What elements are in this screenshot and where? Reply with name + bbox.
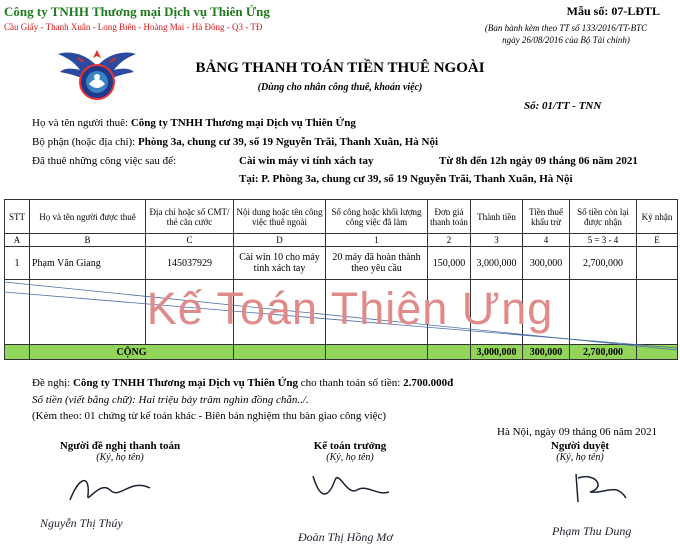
- request-label: Đề nghị:: [32, 377, 71, 389]
- jobs-place: Tại: P. Phòng 3a, chung cư 39, số 19 Nguyễn Trãi, Thanh Xuân, Hà Nội: [239, 173, 573, 185]
- code-cell: 1: [326, 234, 428, 247]
- total-tax: 300,000: [523, 345, 570, 360]
- dept-line: [32, 136, 438, 148]
- request-mid: cho thanh toán số tiền:: [300, 377, 401, 389]
- page-subtitle: (Dùng cho nhân công thuê, khoán việc): [257, 82, 423, 93]
- row-tax: 300,000: [523, 247, 570, 280]
- header-unit-price: Đơn giá thanh toán: [428, 200, 471, 234]
- branch-addresses: Cầu Giấy - Thanh Xuân - Long Biên - Hoàng Mai - Hà Đông - Q3 - TĐ: [4, 22, 263, 32]
- words-label: Số tiền (viết bằng chữ):: [32, 394, 136, 406]
- row-name: Phạm Văn Giang: [30, 247, 146, 280]
- table-header-row: [5, 200, 678, 234]
- header-tax: Tiền thuế khấu trừ: [523, 200, 570, 234]
- renter-label: Họ và tên người thuê:: [32, 117, 129, 129]
- signature-block-accountant: [280, 440, 420, 463]
- total-label: CỘNG: [30, 345, 234, 360]
- attached-docs: (Kèm theo: 01 chứng từ kế toán khác - Biên bản nghiệm thu bàn giao công việc): [32, 410, 387, 422]
- watermark-text: Kế Toán Thiên Ưng: [146, 283, 554, 334]
- signature-sub: (Ký, họ tên): [326, 452, 374, 463]
- eagle-logo-icon: [56, 44, 138, 106]
- handwritten-name-2: Đoàn Thị Hồng Mơ: [298, 530, 393, 544]
- code-cell: E: [637, 234, 678, 247]
- jobs-time: Từ 8h đến 12h ngày 09 tháng 06 năm 2021: [439, 155, 638, 167]
- decree-note: [456, 22, 676, 46]
- row-unit-price: 150,000: [428, 247, 471, 280]
- jobs-value: Cài win máy vi tính xách tay: [239, 155, 374, 167]
- code-cell: 2: [428, 234, 471, 247]
- code-cell: 4: [523, 234, 570, 247]
- decree-line-1: (Ban hành kèm theo TT số 133/2016/TT-BTC: [484, 23, 648, 33]
- jobs-label: Đã thuê những công việc sau để:: [32, 155, 177, 167]
- signature-title: Kế toán trưởng: [313, 440, 387, 452]
- total-remaining: 2,700,000: [570, 345, 637, 360]
- header-volume: Số công hoặc khối lượng công việc đã làm: [326, 200, 428, 234]
- form-number: Mẫu số: 07-LĐTL: [566, 4, 660, 18]
- signature-scribble-2: [305, 466, 395, 510]
- code-cell: A: [5, 234, 30, 247]
- code-cell: C: [146, 234, 234, 247]
- row-amount: 3,000,000: [471, 247, 523, 280]
- header-name: Họ và tên người được thuê: [30, 200, 146, 234]
- signature-sub: (Ký, họ tên): [556, 452, 604, 463]
- code-cell: D: [234, 234, 326, 247]
- row-content: Cài win 10 cho máy tính xách tay: [234, 247, 326, 280]
- handwritten-name-1: Nguyễn Thị Thúy: [40, 516, 123, 530]
- table-code-row: [5, 234, 678, 247]
- request-amount: 2.700.000đ: [403, 377, 454, 389]
- signature-title: Người duyệt: [550, 440, 610, 452]
- total-amount: 3,000,000: [471, 345, 523, 360]
- document-number: Số: 01/TT - TNN: [524, 100, 602, 112]
- row-id-number: 145037929: [146, 247, 234, 280]
- sign-date: Hà Nội, ngày 09 tháng 06 năm 2021: [497, 426, 658, 438]
- row-stt: 1: [5, 247, 30, 280]
- renter-name: Công ty TNHH Thương mại Dịch vụ Thiên Ứng: [130, 117, 356, 129]
- header-stt: STT: [5, 200, 30, 234]
- request-company: Công ty TNHH Thương mại Dịch vụ Thiên Ứng: [72, 377, 298, 389]
- header-remaining: Số tiền còn lại được nhận: [570, 200, 637, 234]
- row-sign: [637, 247, 678, 280]
- table-row: [5, 247, 678, 280]
- words-line: [32, 394, 309, 406]
- dept-value: Phòng 3a, chung cư 39, số 19 Nguyễn Trãi, Thanh Xuân, Hà Nội: [138, 136, 439, 148]
- words-value: Hai triệu bảy trăm nghìn đồng chẵn../.: [138, 394, 309, 406]
- code-cell: B: [30, 234, 146, 247]
- code-cell: 5 = 3 - 4: [570, 234, 637, 247]
- signature-block-approver: [510, 440, 650, 463]
- handwritten-name-3: Phạm Thu Dung: [552, 524, 632, 538]
- signature-sub: (Ký, họ tên): [96, 452, 144, 463]
- signature-title: Người đề nghị thanh toán: [59, 440, 181, 452]
- signature-block-requester: [40, 440, 200, 463]
- signature-scribble-1: [60, 470, 170, 510]
- header-content: Nội dung hoặc tên công việc thuê ngoài: [234, 200, 326, 234]
- header-address: Địa chỉ hoặc số CMT/ thẻ căn cước: [146, 200, 234, 234]
- row-volume: 20 máy đã hoàn thành theo yêu cầu: [326, 247, 428, 280]
- code-cell: 3: [471, 234, 523, 247]
- dept-label: Bộ phận (hoặc địa chỉ):: [32, 136, 136, 148]
- row-remaining: 2,700,000: [570, 247, 637, 280]
- company-name: Công ty TNHH Thương mại Dịch vụ Thiên Ứng: [4, 4, 270, 19]
- request-line: [32, 377, 453, 389]
- header-amount: Thành tiền: [471, 200, 523, 234]
- signature-scribble-3: [566, 468, 636, 510]
- page-title: BẢNG THANH TOÁN TIỀN THUÊ NGOÀI: [195, 60, 485, 76]
- header-sign: Ký nhận: [637, 200, 678, 234]
- decree-line-2: ngày 26/08/2016 của Bộ Tài chính): [502, 35, 630, 45]
- renter-line: [32, 117, 356, 129]
